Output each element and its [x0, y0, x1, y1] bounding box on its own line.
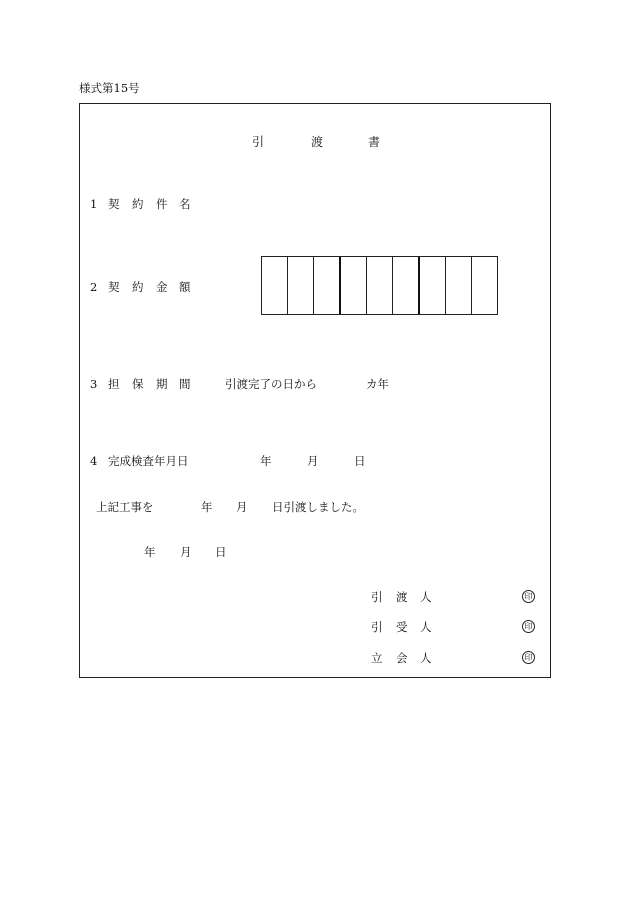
warranty-label: 保 [132, 377, 144, 391]
title-char-3: 書 [368, 135, 381, 149]
item-number-4: 4 [90, 454, 98, 468]
amount-digit-cell[interactable] [339, 257, 366, 314]
inspection-year: 年 [260, 454, 272, 468]
witness-seal-icon: 印 [522, 651, 535, 664]
date-month: 月 [180, 545, 192, 559]
amount-digit-cell[interactable] [287, 257, 313, 314]
amount-digit-cell[interactable] [313, 257, 339, 314]
contract-name-label: 名 [179, 197, 191, 211]
contract-amount-label: 契 [108, 280, 120, 294]
warranty-text: 引渡完了の日から [225, 377, 317, 391]
witness-label: 人 [420, 651, 432, 665]
receiver-label: 人 [420, 620, 432, 634]
amount-digit-cell[interactable] [445, 257, 471, 314]
amount-digit-cell[interactable] [471, 257, 497, 314]
statement-month: 月 [236, 500, 248, 514]
inspection-date-label: 完成検査年月日 [108, 454, 189, 468]
warranty-label: 担 [108, 377, 120, 391]
inspection-month: 月 [307, 454, 319, 468]
deliverer-seal-icon: 印 [522, 590, 535, 603]
warranty-label: 間 [179, 377, 191, 391]
amount-digit-grid [261, 256, 498, 315]
form-number: 様式第15号 [79, 81, 140, 95]
title-char-1: 引 [252, 135, 265, 149]
contract-amount-label: 額 [179, 280, 191, 294]
contract-amount-label: 金 [156, 280, 168, 294]
deliverer-label: 渡 [396, 590, 408, 604]
contract-name-label: 件 [156, 197, 168, 211]
receiver-label: 引 [371, 620, 383, 634]
amount-digit-cell[interactable] [262, 257, 287, 314]
statement-prefix: 上記工事を [96, 500, 154, 514]
contract-amount-label: 約 [132, 280, 144, 294]
warranty-label: 期 [156, 377, 168, 391]
item-number-3: 3 [90, 377, 98, 391]
witness-label: 立 [371, 651, 383, 665]
title-char-2: 渡 [311, 135, 324, 149]
date-day: 日 [215, 545, 227, 559]
item-number-2: 2 [90, 280, 98, 294]
deliverer-label: 引 [371, 590, 383, 604]
item-number-1: 1 [90, 197, 98, 211]
receiver-label: 受 [396, 620, 408, 634]
warranty-unit: カ年 [366, 377, 389, 391]
witness-label: 会 [396, 651, 408, 665]
receiver-seal-icon: 印 [522, 620, 535, 633]
contract-name-label: 約 [132, 197, 144, 211]
contract-name-label: 契 [108, 197, 120, 211]
deliverer-label: 人 [420, 590, 432, 604]
date-year: 年 [144, 545, 156, 559]
statement-suffix: 日引渡しました。 [272, 500, 364, 514]
amount-digit-cell[interactable] [392, 257, 418, 314]
inspection-day: 日 [354, 454, 366, 468]
statement-year: 年 [201, 500, 213, 514]
amount-digit-cell[interactable] [366, 257, 392, 314]
amount-digit-cell[interactable] [418, 257, 445, 314]
